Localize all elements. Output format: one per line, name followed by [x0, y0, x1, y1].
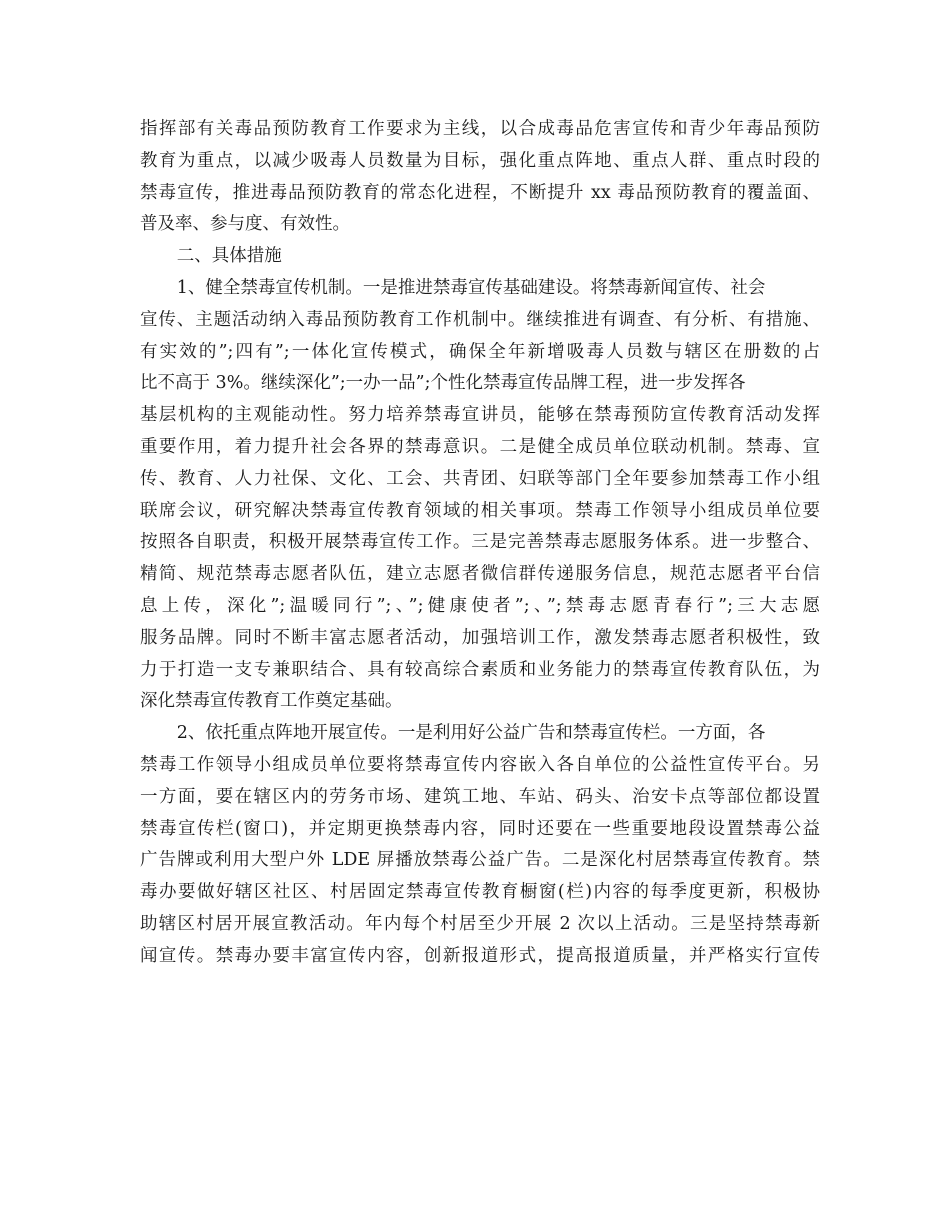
text-line: 按照各自职责，积极开展禁毒宣传工作。三是完善禁毒志愿服务体系。进一步整合、 [140, 532, 820, 553]
text-line: 有实效的”;四有”;一体化宣传模式，确保全年新增吸毒人员数与辖区在册数的占 [140, 341, 820, 362]
text-line: 比不高于 3%。继续深化”;一办一品”;个性化禁毒宣传品牌工程，进一步发挥各 [140, 373, 746, 394]
text-line: 闻宣传。禁毒办要丰富宣传内容，创新报道形式，提高报道质量，并严格实行宣传 [140, 945, 820, 966]
text-line: 教育为重点，以减少吸毒人员数量为目标，强化重点阵地、重点人群、重点时段的 [140, 150, 820, 171]
text-line: 禁毒宣传，推进毒品预防教育的常态化进程，不断提升 xx 毒品预防教育的覆盖面、 [140, 182, 820, 203]
text-line: 服务品牌。同时不断丰富志愿者活动，加强培训工作，激发禁毒志愿者积极性，致 [140, 627, 820, 648]
text-line: 息上传，深化”;温暖同行”;、”;健康使者”;、”;禁毒志愿青春行”;三大志愿 [140, 595, 820, 616]
body-text [140, 114, 820, 973]
text-line: 深化禁毒宣传教育工作奠定基础。 [140, 691, 403, 712]
text-line: 联席会议，研究解决禁毒宣传教育领域的相关事项。禁毒工作领导小组成员单位要 [140, 500, 820, 521]
text-line: 毒办要做好辖区社区、村居固定禁毒宣传教育橱窗(栏)内容的每季度更新，积极协 [140, 882, 820, 903]
text-line: 重要作用，着力提升社会各界的禁毒意识。二是健全成员单位联动机制。禁毒、宣 [140, 436, 820, 457]
text-line: 宣传、主题活动纳入毒品预防教育工作机制中。继续推进有调查、有分析、有措施、 [140, 309, 820, 330]
text-line: 广告牌或利用大型户外 LDE 屏播放禁毒公益广告。二是深化村居禁毒宣传教育。禁 [140, 850, 820, 871]
text-line: 禁毒工作领导小组成员单位要将禁毒宣传内容嵌入各自单位的公益性宣传平台。另 [140, 754, 820, 775]
text-line: 指挥部有关毒品预防教育工作要求为主线，以合成毒品危害宣传和青少年毒品预防 [140, 119, 820, 139]
text-line: 1、健全禁毒宣传机制。一是推进禁毒宣传基础建设。将禁毒新闻宣传、社会 [176, 277, 766, 298]
text-line: 二、具体措施 [176, 246, 282, 267]
text-line: 力于打造一支专兼职结合、具有较高综合素质和业务能力的禁毒宣传教育队伍，为 [140, 659, 820, 680]
text-line: 基层机构的主观能动性。努力培养禁毒宣讲员，能够在禁毒预防宣传教育活动发挥 [140, 405, 820, 426]
text-line: 精简、规范禁毒志愿者队伍，建立志愿者微信群传递服务信息，规范志愿者平台信 [140, 564, 820, 585]
text-line: 普及率、参与度、有效性。 [140, 214, 350, 235]
text-line: 传、教育、人力社保、文化、工会、共青团、妇联等部门全年要参加禁毒工作小组 [140, 468, 820, 489]
text-line: 2、依托重点阵地开展宣传。一是利用好公益广告和禁毒宣传栏。一方面，各 [176, 723, 766, 744]
text-line: 助辖区村居开展宣教活动。年内每个村居至少开展 2 次以上活动。三是坚持禁毒新 [140, 913, 820, 934]
text-line: 一方面，要在辖区内的劳务市场、建筑工地、车站、码头、治安卡点等部位都设置 [140, 786, 820, 807]
text-line: 禁毒宣传栏(窗口)，并定期更换禁毒内容，同时还要在一些重要地段设置禁毒公益 [140, 818, 820, 839]
